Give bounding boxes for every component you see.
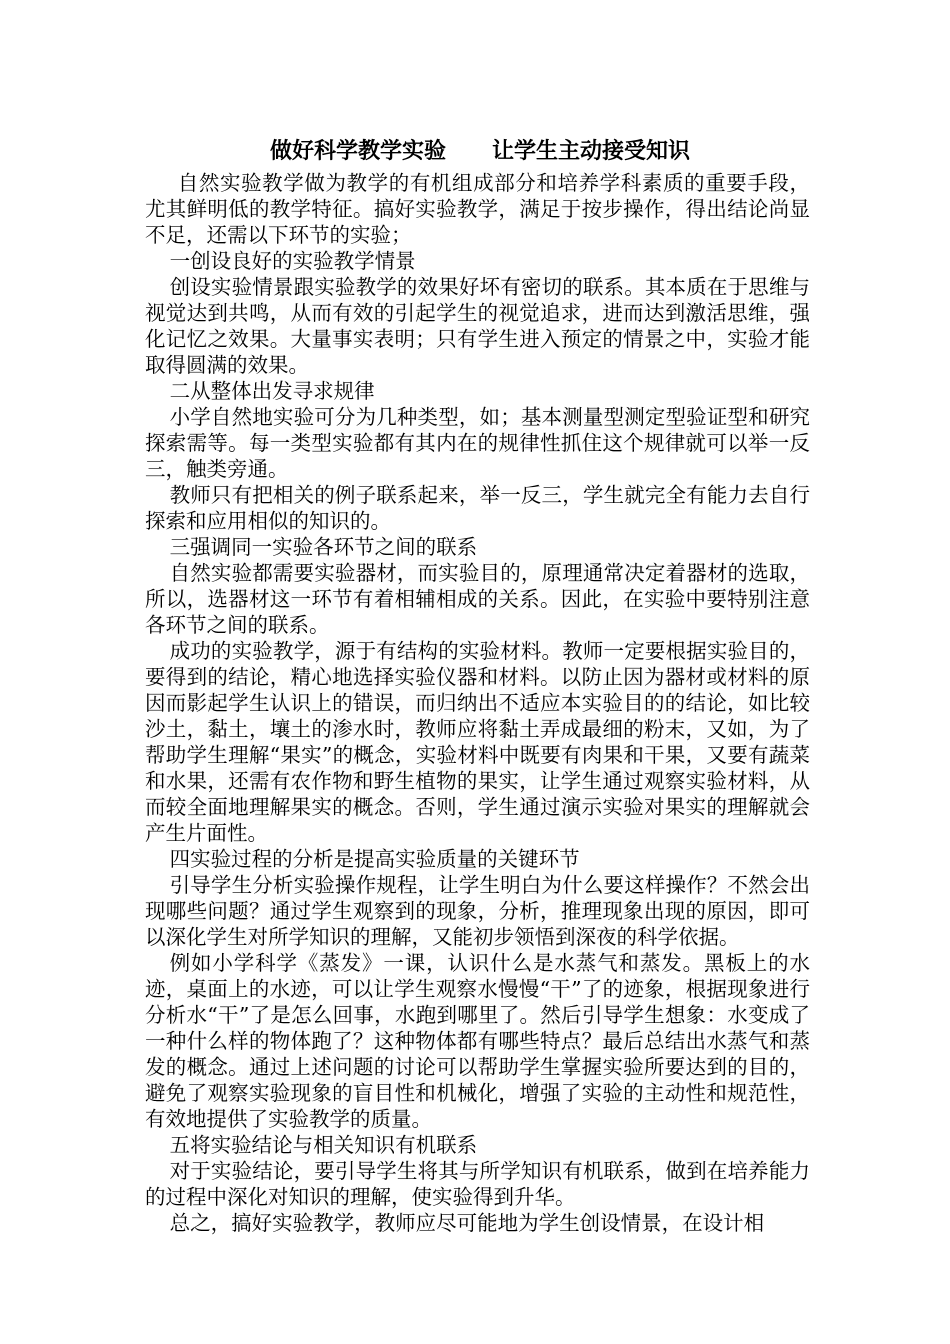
body-paragraph: 引导学生分析实验操作规程，让学生明白为什么要这样操作？不然会出现哪些问题？通过学生观察到的现象，分析，推理现象出现的原因，即可以深化学生对所学知识的理解，又能初步领悟到深夜的科学依据。	[145, 873, 810, 949]
section-heading: 二从整体出发寻求规律	[169, 379, 375, 403]
section-heading: 三强调同一实验各环节之间的联系	[169, 535, 478, 559]
document-body	[145, 170, 810, 1236]
section-heading: 四实验过程的分析是提高实验质量的关键环节	[169, 847, 580, 871]
document-title: 做好科学教学实验 让学生主动接受知识	[270, 139, 690, 164]
body-paragraph: 自然实验教学做为教学的有机组成部分和培养学科素质的重要手段，尤其鲜明低的教学特征。搞好实验教学，满足于按步操作，得出结论尚显不足，还需以下环节的实验；	[145, 171, 810, 247]
section-heading: 五将实验结论与相关知识有机联系	[169, 1133, 478, 1157]
body-paragraph: 教师只有把相关的例子联系起来，举一反三，学生就完全有能力去自行探索和应用相似的知识的。	[145, 483, 810, 533]
section-heading: 一创设良好的实验教学情景	[169, 249, 416, 273]
body-paragraph: 对于实验结论，要引导学生将其与所学知识有机联系，做到在培养能力的过程中深化对知识的理解，使实验得到升华。	[145, 1159, 810, 1209]
body-paragraph: 成功的实验教学，源于有结构的实验材料。教师一定要根据实验目的，要得到的结论，精心地选择实验仪器和材料。以防止因为器材或材料的原因而影起学生认识上的错误，而归纳出不适应本实验目的的结论，如比较沙土，黏土，壤土的渗水时，教师应将黏土弄成最细的粉末，又如，为了帮助学生理解“果实”的概念，实验材料中既要有肉果和干果，又要有蔬菜和水果，还需有农作物和野生植物的果实，让学生通过观察实验材料，从而较全面地理解果实的概念。否则，学生通过演示实验对果实的理解就会产生片面性。	[145, 639, 810, 845]
body-paragraph: 创设实验情景跟实验教学的效果好坏有密切的联系。其本质在于思维与视觉达到共鸣，从而有效的引起学生的视觉追求，进而达到激活思维，强化记忆之效果。大量事实表明；只有学生进入预定的情景之中，实验才能取得圆满的效果。	[145, 275, 810, 377]
body-paragraph: 自然实验都需要实验器材，而实验目的，原理通常决定着器材的选取，所以，选器材这一环节有着相辅相成的关系。因此，在实验中要特别注意各环节之间的联系。	[145, 561, 810, 637]
body-paragraph: 总之，搞好实验教学，教师应尽可能地为学生创设情景，在设计相	[169, 1211, 765, 1235]
body-paragraph: 例如小学科学《蒸发》一课，认识什么是水蒸气和蒸发。黑板上的水迹，桌面上的水迹，可以让学生观察水慢慢“干”了的迹象，根据现象进行分析水“干”了是怎么回事，水跑到哪里了。然后引导学生想象：水变成了一种什么样的物体跑了？这种物体都有哪些特点？最后总结出水蒸气和蒸发的概念。通过上述问题的讨论可以帮助学生掌握实验所要达到的目的，避免了观察实验现象的盲目性和机械化，增强了实验的主动性和规范性，有效地提供了实验教学的质量。	[145, 951, 810, 1131]
body-paragraph: 小学自然地实验可分为几种类型，如；基本测量型测定型验证型和研究探索需等。每一类型实验都有其内在的规律性抓住这个规律就可以举一反三，触类旁通。	[145, 405, 810, 481]
